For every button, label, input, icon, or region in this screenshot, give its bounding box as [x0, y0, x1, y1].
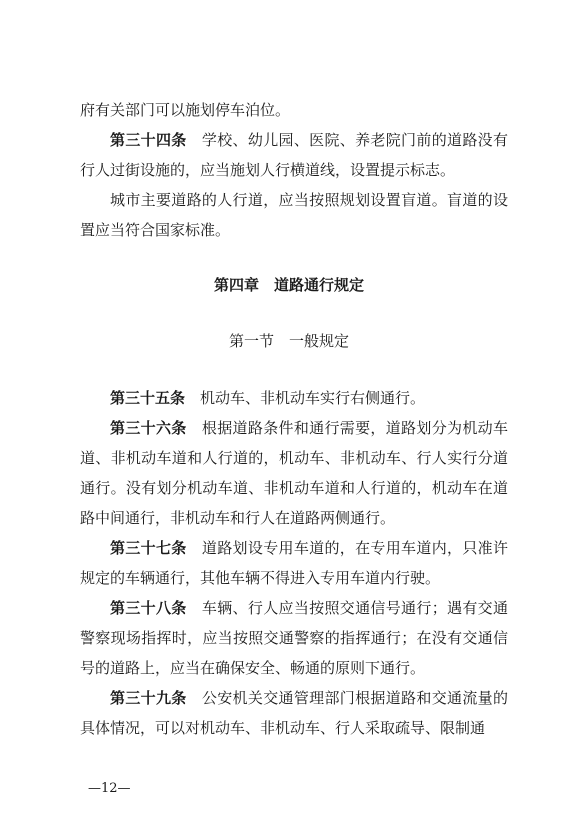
article-34 — [80, 125, 508, 185]
section-title: 第一节 一般规定 — [228, 332, 349, 350]
article-number: 第三十四条 — [110, 131, 187, 149]
article-number: 第三十八条 — [110, 599, 187, 617]
article-text: 根据道路条件和通行需要，道路划分为机动车道、非机动车道和人行道的，机动车、非机动车、行人实行分道通行。没有划分机动车道、非机动车道和人行道的，机动车在道路中间通行，非机动车和行人在道路两侧通行。 — [80, 419, 508, 527]
paragraph — [80, 185, 508, 245]
article-text: 机动车、非机动车实行右侧通行。 — [200, 389, 426, 407]
bottom-text-block — [80, 383, 508, 743]
article-35 — [80, 383, 508, 413]
article-text: 公安机关交通管理部门根据道路和交通流量的具体情况，可以对机动车、非机动车、行人采取疏导、限制通 — [80, 689, 508, 737]
page-number: —12— — [88, 781, 131, 796]
paragraph-text: 府有关部门可以施划停车泊位。 — [80, 101, 291, 119]
article-37 — [80, 533, 508, 593]
article-text: 车辆、行人应当按照交通信号通行；遇有交通警察现场指挥时，应当按照交通警察的指挥通行；在没有交通信号的道路上，应当在确保安全、畅通的原则下通行。 — [80, 599, 508, 677]
top-text-block — [80, 95, 508, 245]
paragraph-text: 城市主要道路的人行道，应当按照规划设置盲道。盲道的设置应当符合国家标准。 — [80, 191, 508, 239]
article-38 — [80, 593, 508, 683]
article-number: 第三十六条 — [110, 419, 187, 437]
article-text: 道路划设专用车道的，在专用车道内，只准许规定的车辆通行，其他车辆不得进入专用车道内行驶。 — [80, 539, 508, 587]
paragraph — [80, 95, 508, 125]
article-number: 第三十五条 — [110, 389, 186, 407]
article-39 — [80, 683, 508, 743]
article-36 — [80, 413, 508, 533]
article-number: 第三十九条 — [110, 689, 187, 707]
chapter-title: 第四章 道路通行规定 — [213, 276, 364, 294]
article-text: 学校、幼儿园、医院、养老院门前的道路没有行人过街设施的，应当施划人行横道线，设置提示标志。 — [80, 131, 508, 179]
article-number: 第三十七条 — [110, 539, 187, 557]
